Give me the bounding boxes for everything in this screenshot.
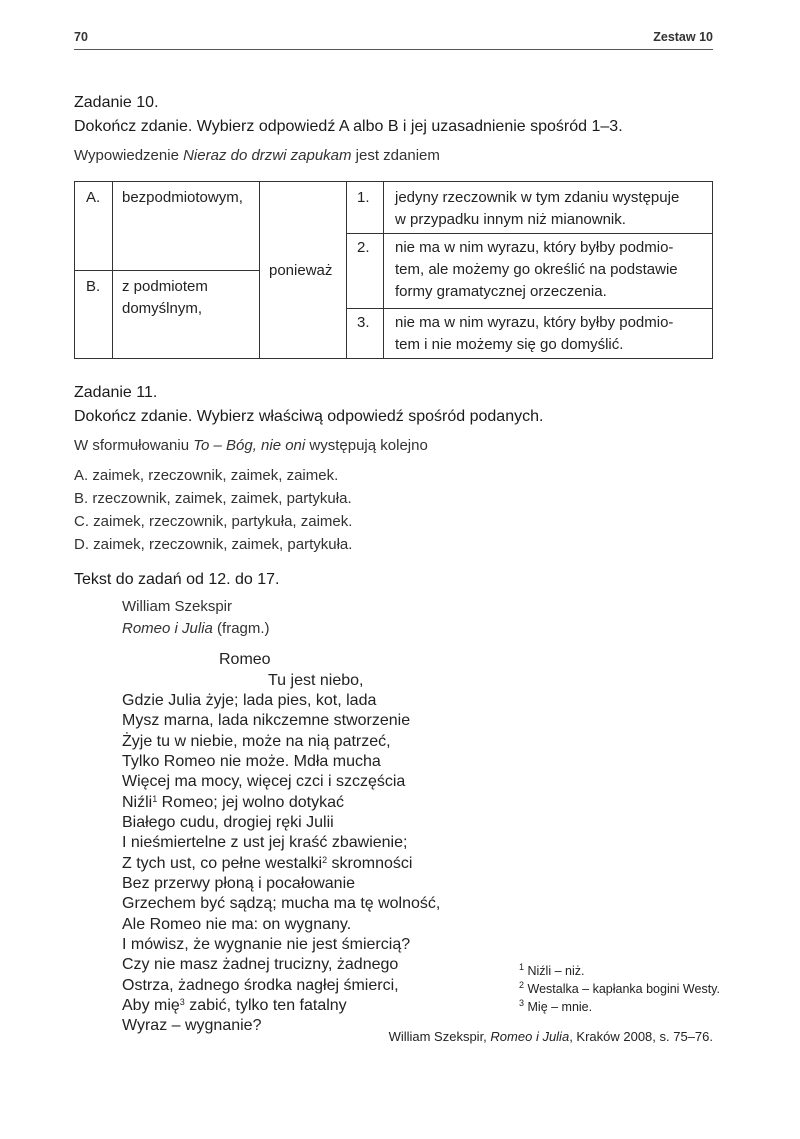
poem-line: Wyraz – wygnanie? [122, 1017, 262, 1034]
work-title [122, 620, 270, 637]
connector-label: ponieważ [269, 262, 333, 279]
reason-line: nie ma w nim wyrazu, który byłby podmio- [395, 239, 674, 256]
page-number: 70 [74, 30, 88, 44]
poem-line: Więcej ma mocy, więcej czci i szczęścia [122, 773, 406, 790]
poem-line: Ale Romeo nie ma: on wygnany. [122, 916, 352, 933]
poem-line: Ostrza, żadnego środka nagłej śmierci, [122, 977, 399, 994]
source-pre: William Szekspir, [388, 1029, 491, 1044]
task10-instruction: Dokończ zdanie. Wybierz odpowiedź A albo B i jej uzasadnienie spośród 1–3. [74, 118, 623, 135]
footnote-ref: 1 [152, 794, 158, 804]
task11-instruction: Dokończ zdanie. Wybierz właściwą odpowiedź spośród podanych. [74, 408, 544, 425]
reason-1-text [395, 187, 705, 231]
poem-line: I mówisz, że wygnanie nie jest śmiercią? [122, 936, 411, 953]
reason-line: tem, ale możemy go określić na podstawie [395, 261, 678, 278]
option-a-line: bezpodmiotowym, [122, 189, 243, 206]
table-divider [346, 233, 712, 234]
reason-line: jedyny rzeczownik w tym zdaniu występuje [395, 189, 680, 206]
source-italic: Romeo i Julia [490, 1029, 570, 1044]
poem-line: Gdzie Julia żyje; lada pies, kot, lada [122, 692, 377, 709]
poem-line-part: Z tych ust, co pełne westalki [122, 855, 323, 872]
answer-option [74, 513, 352, 530]
poem-line-part: Niźli [122, 794, 153, 811]
footnote [519, 1000, 592, 1014]
option-a-text [122, 187, 243, 209]
task11-prompt-post: występują kolejno [305, 437, 428, 454]
poem-line-part: Aby mię [122, 997, 180, 1014]
reason-3-text [395, 312, 705, 356]
table-divider [383, 182, 384, 358]
poem-line [122, 794, 344, 812]
task11-title: Zadanie 11. [74, 384, 158, 401]
table-divider [346, 308, 712, 309]
reason-line: formy gramatycznej orzeczenia. [395, 283, 607, 300]
poem-line: Mysz marna, lada nikczemne stworzenie [122, 712, 411, 729]
set-label: Zestaw 10 [653, 30, 713, 44]
poem-line-part: zabić, tylko ten fatalny [184, 997, 347, 1014]
answer-text: zaimek, rzeczownik, partykuła, zaimek. [93, 513, 353, 530]
task11-prompt-pre: W sformułowaniu [74, 437, 194, 454]
page-header [74, 29, 713, 50]
poem-line: Czy nie masz żadnej trucizny, żadnego [122, 956, 399, 973]
option-b-line: z podmiotem [122, 278, 208, 295]
reason-line: w przypadku innym niż mianownik. [395, 211, 626, 228]
task10-table [74, 181, 713, 359]
source-citation [389, 1029, 713, 1044]
reason-line: tem i nie możemy się go domyślić. [395, 336, 624, 353]
answer-letter: D. [74, 536, 89, 553]
footnote-number: 3 [519, 998, 525, 1008]
footnote [519, 982, 720, 996]
speaker-name: Romeo [219, 651, 271, 668]
answer-option [74, 490, 352, 507]
poem-line-part: Romeo; jej wolno dotykać [157, 794, 344, 811]
footnote-text: Niźli – niż. [527, 964, 585, 978]
text-heading: Tekst do zadań od 12. do 17. [74, 571, 280, 588]
task10-prompt-pre: Wypowiedzenie [74, 147, 184, 164]
table-divider [259, 182, 260, 358]
poem-line: Żyje tu w niebie, może na nią patrzeć, [122, 733, 391, 750]
answer-option [74, 536, 352, 553]
footnote [519, 964, 584, 978]
author-name: William Szekspir [122, 598, 233, 615]
table-divider [346, 182, 347, 358]
answer-letter: C. [74, 513, 89, 530]
footnote-text: Mię – mnie. [527, 1000, 593, 1014]
answer-text: zaimek, rzeczownik, zaimek, zaimek. [92, 467, 339, 484]
reason-3-number: 3. [357, 314, 370, 331]
footnote-text: Westalka – kapłanka bogini Westy. [527, 982, 720, 996]
poem-line: Tylko Romeo nie może. Mdła mucha [122, 753, 381, 770]
reason-line: nie ma w nim wyrazu, który byłby podmio- [395, 314, 674, 331]
poem-line: Bez przerwy płoną i pocałowanie [122, 875, 356, 892]
task10-prompt-italic: Nieraz do drzwi zapukam [183, 147, 352, 164]
reason-2-number: 2. [357, 239, 370, 256]
footnote-ref: 2 [322, 855, 328, 865]
poem-line: Tu jest niebo, [268, 672, 364, 689]
option-a-letter: A. [86, 189, 101, 206]
footnote-number: 2 [519, 980, 525, 990]
answer-option [74, 467, 338, 484]
option-b-letter: B. [86, 278, 101, 295]
answer-letter: B. [74, 490, 89, 507]
table-divider [75, 270, 259, 271]
footnote-number: 1 [519, 962, 525, 972]
reason-1-number: 1. [357, 189, 370, 206]
poem-line [122, 855, 412, 873]
poem-line: I nieśmiertelne z ust jej kraść zbawienie; [122, 834, 408, 851]
answer-letter: A. [74, 467, 89, 484]
option-b-text [122, 276, 208, 320]
answer-text: zaimek, rzeczownik, zaimek, partykuła. [93, 536, 353, 553]
task10-title: Zadanie 10. [74, 94, 159, 111]
poem-line-part: skromności [327, 855, 413, 872]
poem-line: Grzechem być sądzą; mucha ma tę wolność, [122, 895, 441, 912]
source-post: , Kraków 2008, s. 75–76. [569, 1029, 713, 1044]
task11-prompt [74, 437, 428, 454]
work-title-italic: Romeo i Julia [122, 620, 213, 637]
footnote-ref: 3 [179, 997, 185, 1007]
task10-prompt [74, 147, 440, 164]
poem-line [122, 997, 347, 1015]
task11-prompt-italic: To – Bóg, nie oni [193, 437, 306, 454]
reason-2-text [395, 237, 705, 303]
answer-text: rzeczownik, zaimek, zaimek, partykuła. [92, 490, 352, 507]
option-b-line: domyślnym, [122, 300, 203, 317]
work-note: (fragm.) [212, 620, 270, 637]
poem-line: Białego cudu, drogiej ręki Julii [122, 814, 334, 831]
task10-prompt-post: jest zdaniem [351, 147, 440, 164]
